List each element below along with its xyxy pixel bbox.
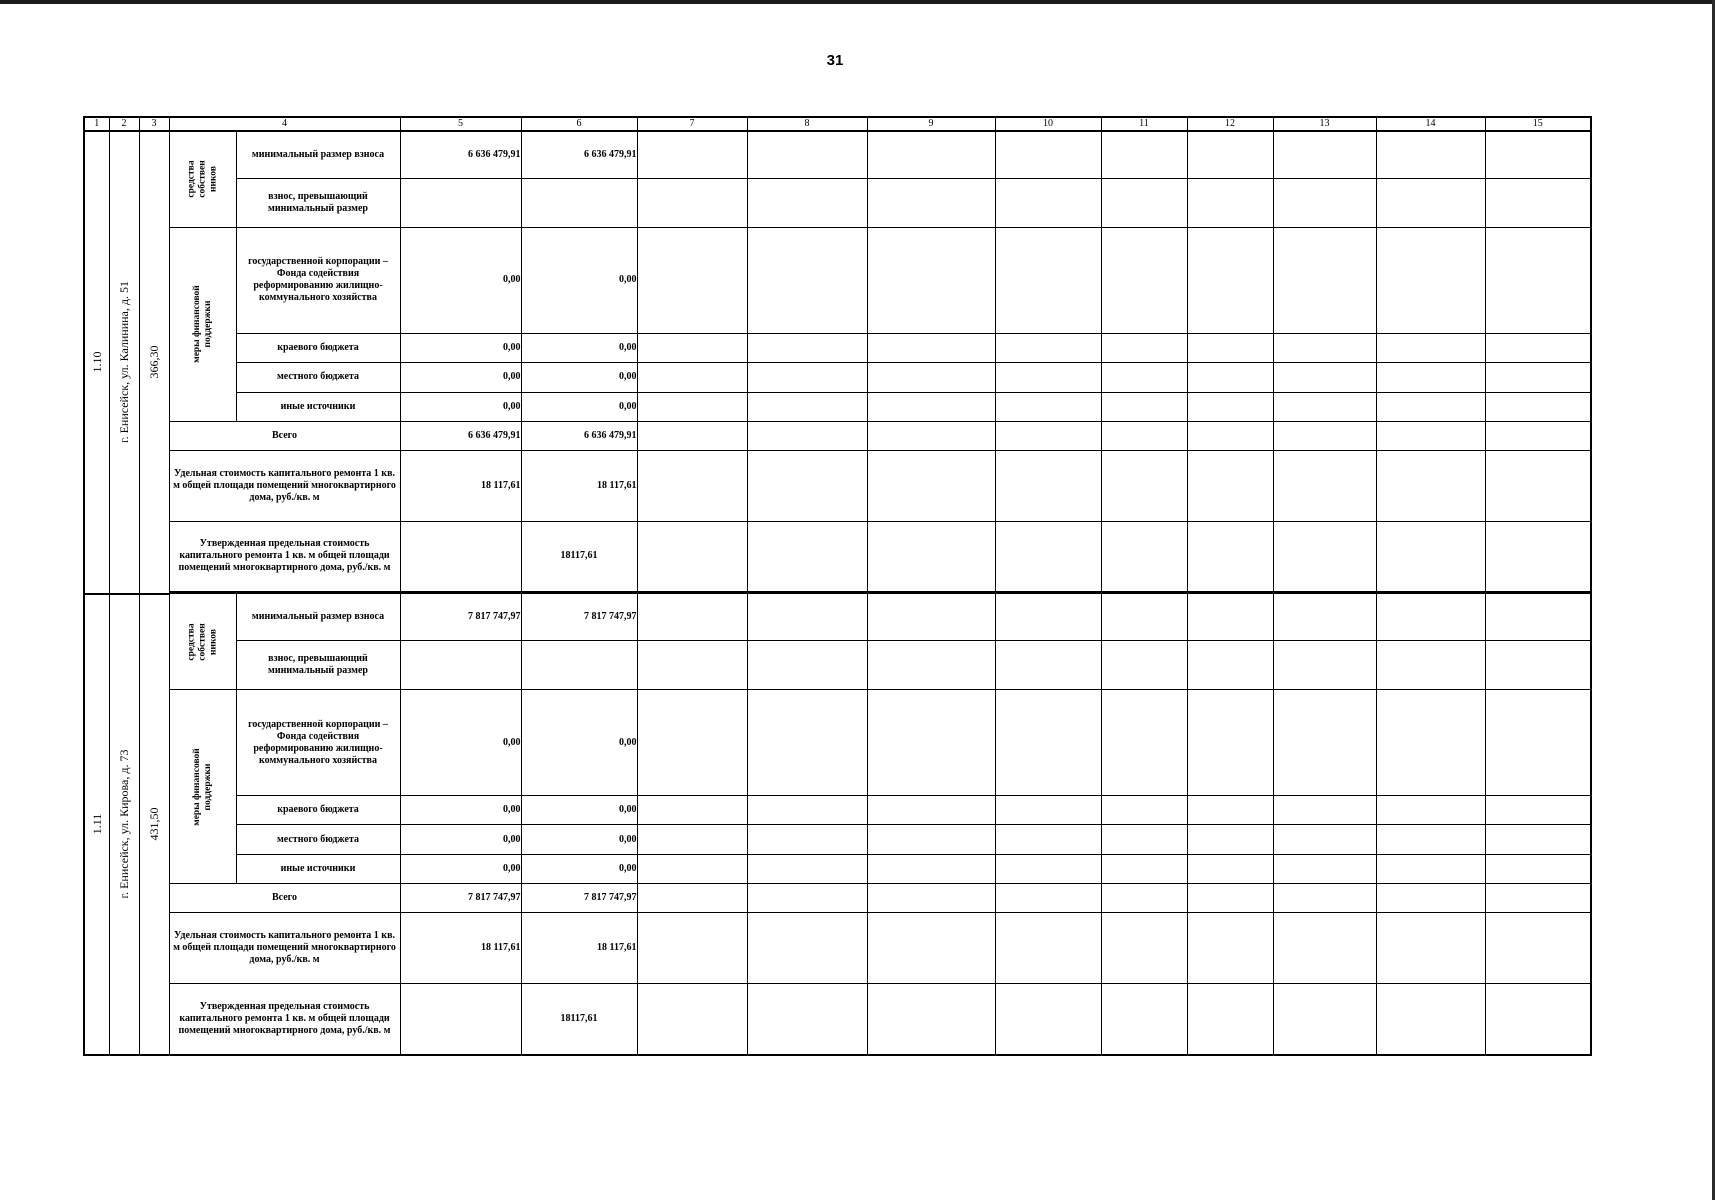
approved-cost-col6: 18117,61 bbox=[521, 521, 637, 592]
other-col5: 0,00 bbox=[400, 392, 521, 421]
support-label: меры финансовой поддержки bbox=[191, 285, 213, 363]
top-scan-border bbox=[0, 0, 1715, 4]
col-header-5: 5 bbox=[400, 117, 521, 131]
state-corp-col5: 0,00 bbox=[400, 690, 521, 796]
table-row bbox=[84, 521, 1591, 592]
state-corp-col6: 0,00 bbox=[521, 227, 637, 333]
col-header-1: 1 bbox=[84, 117, 109, 131]
table-row bbox=[84, 227, 1591, 333]
area-cell bbox=[139, 131, 169, 594]
approved-cost-col5 bbox=[400, 984, 521, 1055]
approved-cost-label: Утвержденная предельная стоимость капитального ремонта 1 кв. м общей площади помещений многоквартирного дома, руб./кв. м bbox=[169, 984, 400, 1055]
address-cell bbox=[109, 131, 139, 594]
regional-label: краевого бюджета bbox=[236, 333, 400, 362]
other-label: иные источники bbox=[236, 392, 400, 421]
col-header-8: 8 bbox=[747, 117, 867, 131]
col-header-7: 7 bbox=[637, 117, 747, 131]
local-col6: 0,00 bbox=[521, 825, 637, 855]
col-header-6: 6 bbox=[521, 117, 637, 131]
local-label: местного бюджета bbox=[236, 825, 400, 855]
unit-cost-col6: 18 117,61 bbox=[521, 450, 637, 521]
support-group-cell bbox=[169, 227, 236, 421]
support-label: меры финансовой поддержки bbox=[191, 747, 213, 826]
over-min-fee-label: взнос, превышающий минимальный размер bbox=[236, 178, 400, 227]
entry-address: г. Енисейск, ул. Кирова, д. 73 bbox=[116, 749, 131, 899]
min-fee-col6: 6 636 479,91 bbox=[521, 131, 637, 178]
other-col6: 0,00 bbox=[521, 392, 637, 421]
own-funds-label: средства собствен ников bbox=[186, 160, 218, 198]
table-row bbox=[84, 131, 1591, 178]
own-funds-label: средства собствен ников bbox=[186, 622, 218, 661]
unit-cost-col6: 18 117,61 bbox=[521, 913, 637, 984]
total-label: Всего bbox=[169, 884, 400, 913]
capital-repair-table bbox=[83, 116, 1592, 1056]
entry-area: 431,50 bbox=[146, 807, 161, 841]
col-header-11: 11 bbox=[1101, 117, 1187, 131]
min-fee-col5: 6 636 479,91 bbox=[400, 131, 521, 178]
over-min-fee-col6 bbox=[521, 641, 637, 690]
approved-cost-label: Утвержденная предельная стоимость капитального ремонта 1 кв. м общей площади помещений многоквартирного дома, руб./кв. м bbox=[169, 521, 400, 592]
col-header-15: 15 bbox=[1485, 117, 1591, 131]
total-col5: 7 817 747,97 bbox=[400, 884, 521, 913]
entry-area: 366,30 bbox=[146, 345, 161, 379]
other-label: иные источники bbox=[236, 855, 400, 884]
approved-cost-col5 bbox=[400, 521, 521, 592]
address-cell bbox=[109, 594, 139, 1055]
entry-number-cell bbox=[84, 594, 109, 1055]
state-corp-col5: 0,00 bbox=[400, 227, 521, 333]
total-col6: 6 636 479,91 bbox=[521, 421, 637, 450]
col-header-4: 4 bbox=[169, 117, 400, 131]
area-cell bbox=[139, 594, 169, 1055]
table-row bbox=[84, 450, 1591, 521]
entry-address: г. Енисейск, ул. Калинина, д. 51 bbox=[116, 281, 131, 444]
col-header-10: 10 bbox=[995, 117, 1101, 131]
state-corp-label: государственной корпорации – Фонда содействия реформированию жилищно-коммунального хозяйства bbox=[236, 690, 400, 796]
unit-cost-label: Удельная стоимость капитального ремонта 1 кв. м общей площади помещений многоквартирного дома, руб./кв. м bbox=[169, 450, 400, 521]
state-corp-col6: 0,00 bbox=[521, 690, 637, 796]
approved-cost-col6: 18117,61 bbox=[521, 984, 637, 1055]
col-header-13: 13 bbox=[1273, 117, 1376, 131]
table-row bbox=[84, 884, 1591, 913]
col-header-12: 12 bbox=[1187, 117, 1273, 131]
regional-col6: 0,00 bbox=[521, 796, 637, 825]
table-row bbox=[84, 421, 1591, 450]
over-min-fee-col5 bbox=[400, 641, 521, 690]
min-fee-col5: 7 817 747,97 bbox=[400, 594, 521, 641]
own-funds-group-cell bbox=[169, 131, 236, 227]
unit-cost-col5: 18 117,61 bbox=[400, 913, 521, 984]
col-header-14: 14 bbox=[1376, 117, 1485, 131]
table-row bbox=[84, 333, 1591, 362]
total-label: Всего bbox=[169, 421, 400, 450]
unit-cost-col5: 18 117,61 bbox=[400, 450, 521, 521]
unit-cost-label: Удельная стоимость капитального ремонта 1 кв. м общей площади помещений многоквартирного дома, руб./кв. м bbox=[169, 913, 400, 984]
local-label: местного бюджета bbox=[236, 362, 400, 392]
entry-number: 1.10 bbox=[89, 351, 104, 373]
over-min-fee-label: взнос, превышающий минимальный размер bbox=[236, 641, 400, 690]
table-row bbox=[84, 690, 1591, 796]
entry-number-cell bbox=[84, 131, 109, 594]
total-col6: 7 817 747,97 bbox=[521, 884, 637, 913]
local-col5: 0,00 bbox=[400, 362, 521, 392]
local-col6: 0,00 bbox=[521, 362, 637, 392]
local-col5: 0,00 bbox=[400, 825, 521, 855]
min-fee-label: минимальный размер взноса bbox=[236, 131, 400, 178]
table-row bbox=[84, 178, 1591, 227]
table-row bbox=[84, 641, 1591, 690]
regional-col5: 0,00 bbox=[400, 796, 521, 825]
other-col6: 0,00 bbox=[521, 855, 637, 884]
other-col5: 0,00 bbox=[400, 855, 521, 884]
table-row bbox=[84, 984, 1591, 1055]
table-row bbox=[84, 855, 1591, 884]
total-col5: 6 636 479,91 bbox=[400, 421, 521, 450]
column-number-row bbox=[84, 117, 1591, 131]
regional-col6: 0,00 bbox=[521, 333, 637, 362]
col-header-3: 3 bbox=[139, 117, 169, 131]
table-row bbox=[84, 913, 1591, 984]
table-row bbox=[84, 594, 1591, 641]
table-row bbox=[84, 796, 1591, 825]
col-header-2: 2 bbox=[109, 117, 139, 131]
state-corp-label: государственной корпорации – Фонда содействия реформированию жилищно-коммунального хозяйства bbox=[236, 227, 400, 333]
table-row bbox=[84, 362, 1591, 392]
over-min-fee-col5 bbox=[400, 178, 521, 227]
support-group-cell bbox=[169, 690, 236, 884]
own-funds-group-cell bbox=[169, 594, 236, 690]
regional-label: краевого бюджета bbox=[236, 796, 400, 825]
entry-number: 1.11 bbox=[89, 813, 104, 835]
min-fee-label: минимальный размер взноса bbox=[236, 594, 400, 641]
page-number: 31 bbox=[826, 52, 844, 69]
table-row bbox=[84, 392, 1591, 421]
over-min-fee-col6 bbox=[521, 178, 637, 227]
table-row bbox=[84, 825, 1591, 855]
regional-col5: 0,00 bbox=[400, 333, 521, 362]
min-fee-col6: 7 817 747,97 bbox=[521, 594, 637, 641]
col-header-9: 9 bbox=[867, 117, 995, 131]
